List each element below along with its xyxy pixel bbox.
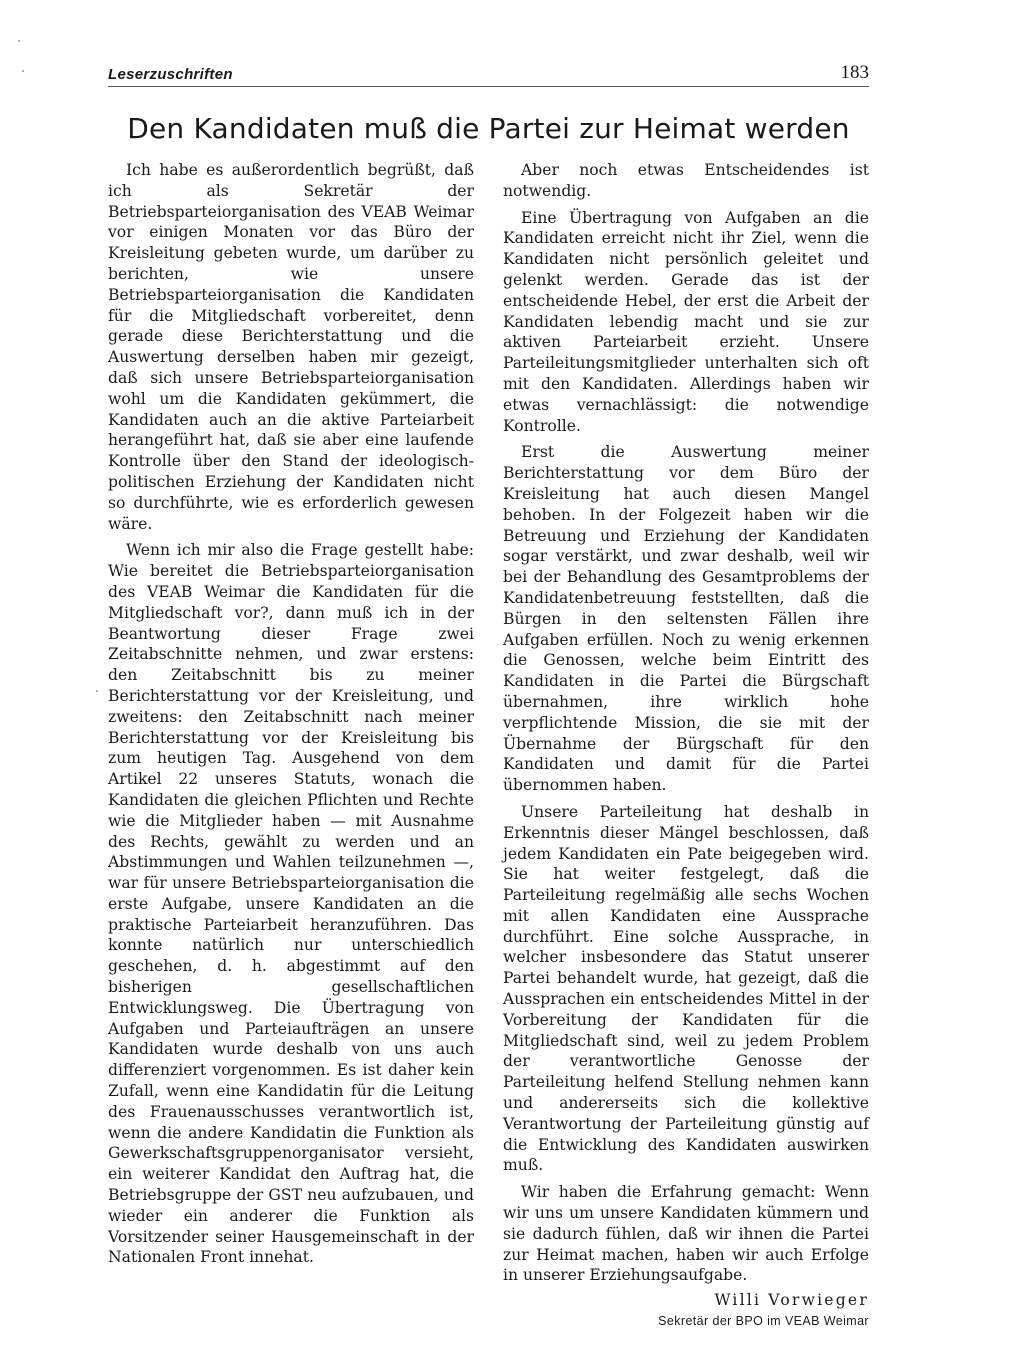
- paragraph: Erst die Auswertung meiner Berichterstattung vor dem Büro der Kreisleitung hat auch diesen Mangel behoben. In der Folgezeit haben wir die Betreuung und Erziehung der Kandidaten sogar verstärkt, und zwar deshalb, weil wir bei der Behandlung des Gesamtproblems der Kandidatenbetreuung feststellten, daß die Bürgen in den seltensten Fällen ihre Aufgaben erfüllen. Noch zu wenig erkennen die Genossen, welche beim Eintritt des Kandidaten in die Partei die Bürgschaft übernahmen, ihre wirklich hohe verpflichtende Mission, die sie mit der Übernahme der Bürgschaft für den Kandidaten und damit für die Partei übernommen haben.: [503, 443, 869, 795]
- paragraph: Unsere Parteileitung hat deshalb in Erkenntnis dieser Mängel beschlossen, daß jedem Kandidaten ein Pate beigegeben wird. Sie hat weiter festgelegt, daß die Parteileitung regelmäßig alle sechs Wochen mit allen Kandidaten eine Aussprache durchführt. Eine solche Aussprache, in welcher insbesondere das Statut unserer Partei behandelt wurde, hat gezeigt, daß die Aussprachen ein entscheidendes Mittel in der Vorbereitung der Kandidaten für die Mitgliedschaft sind, weil zu jedem Problem der verantwortliche Genosse der Parteileitung helfend Stellung nehmen kann und andererseits sich die kollektive Verantwortung der Parteileitung günstig auf die Entwicklung des Kandidaten auswirken muß.: [503, 802, 869, 1175]
- paragraph: Eine Übertragung von Aufgaben an die Kandidaten erreicht nicht ihr Ziel, wenn die Kandidaten nicht persönlich geleitet und gelenkt werden. Gerade das ist der entscheidende Hebel, der erst die Arbeit der Kandidaten lebendig macht und sie zur aktiven Parteiarbeit erzieht. Unsere Parteileitungsmitglieder unterhalten sich oft mit den Kandidaten. Allerdings haben wir etwas vernachlässigt: die notwendige Kontrolle.: [503, 208, 869, 435]
- paragraph: Aber noch etwas Entscheidendes ist notwendig.: [503, 161, 869, 200]
- paragraph: Wenn ich mir also die Frage gestellt habe: Wie bereitet die Betriebsparteiorganisation des VEAB Weimar die Kandidaten für die Mitgliedschaft vor?, dann muß ich in der Beantwortung dieser Frage zwei Zeitabschnitte nehmen, und zwar erstens: den Zeitabschnitt bis zu meiner Berichterstattung vor der Kreisleitung, und zweitens: den Zeitabschnitt nach meiner Berichterstattung vor der Kreisleitung bis zum heutigen Tag. Ausgehend von dem Artikel 22 unseres Statuts, wonach die Kandidaten die gleichen Pflichten und Rechte wie die Mitglieder haben — mit Ausnahme des Rechts, gewählt zu werden und an Abstimmungen und Wahlen teilzunehmen —, war für unsere Betriebsparteiorganisation die erste Aufgabe, unsere Kandidaten an die praktische Parteiarbeit heranzuführen. Das konnte natürlich nur unterschiedlich geschehen, d. h. abgestimmt auf den bisherigen gesellschaftlichen Entwicklungsweg. Die Übertragung von Aufgaben und Parteiaufträgen an unsere Kandidaten wurde deshalb von uns auch differenziert vorgenommen. Es ist daher kein Zufall, wenn eine Kandidatin für die Leitung des Frauenausschusses verantwortlich ist, wenn die andere Kandidatin die Funktion als Gewerkschaftsgruppenorganisator versieht, ein weiterer Kandidat den Auftrag hat, die Betriebsgruppe der GST neu aufzubauen, und wieder ein anderer die Funktion als Vorsitzender seiner Hausgemeinschaft in der Nationalen Front innehat.: [108, 541, 474, 1267]
- left-column: [108, 160, 474, 1274]
- scan-speck: [96, 690, 98, 692]
- author-role: Sekretär der BPO im VEAB Weimar: [658, 1314, 869, 1329]
- right-column: [503, 160, 869, 1332]
- page-number: 183: [840, 62, 869, 83]
- running-header: [108, 62, 869, 87]
- section-label: Leserzuschriften: [108, 66, 233, 83]
- article-title: Den Kandidaten muß die Partei zur Heimat werden: [127, 112, 850, 145]
- paragraph: Wir haben die Erfahrung gemacht: Wenn wir uns um unsere Kandidaten kümmern und sie dadurch fühlen, daß wir ihnen die Partei zur Heimat machen, haben wir auch Erfolge in unserer Erziehungsaufgabe.: [503, 1183, 869, 1285]
- signature: [503, 1290, 869, 1311]
- paragraph: Ich habe es außerordentlich begrüßt, daß ich als Sekretär der Betriebsparteiorganisation des VEAB Weimar vor einigen Monaten vor das Büro der Kreisleitung gebeten wurde, um darüber zu berichten, wie unsere Betriebsparteiorganisation die Kandidaten für die Mitgliedschaft vorbereitet, denn gerade diese Berichterstattung und die Auswertung derselben haben mir gezeigt, daß sich unsere Betriebsparteiorganisation wohl um die Kandidaten gekümmert, die Kandidaten auch an die aktive Parteiarbeit herangeführt hat, daß sie aber eine laufende Kontrolle über den Stand der ideologisch-politischen Erziehung der Kandidaten nicht so durchführte, wie es erforderlich gewesen wäre.: [108, 161, 474, 533]
- scan-speck: [18, 40, 20, 42]
- scan-speck: [22, 70, 24, 72]
- author-name: Willi Vorwieger: [714, 1291, 869, 1310]
